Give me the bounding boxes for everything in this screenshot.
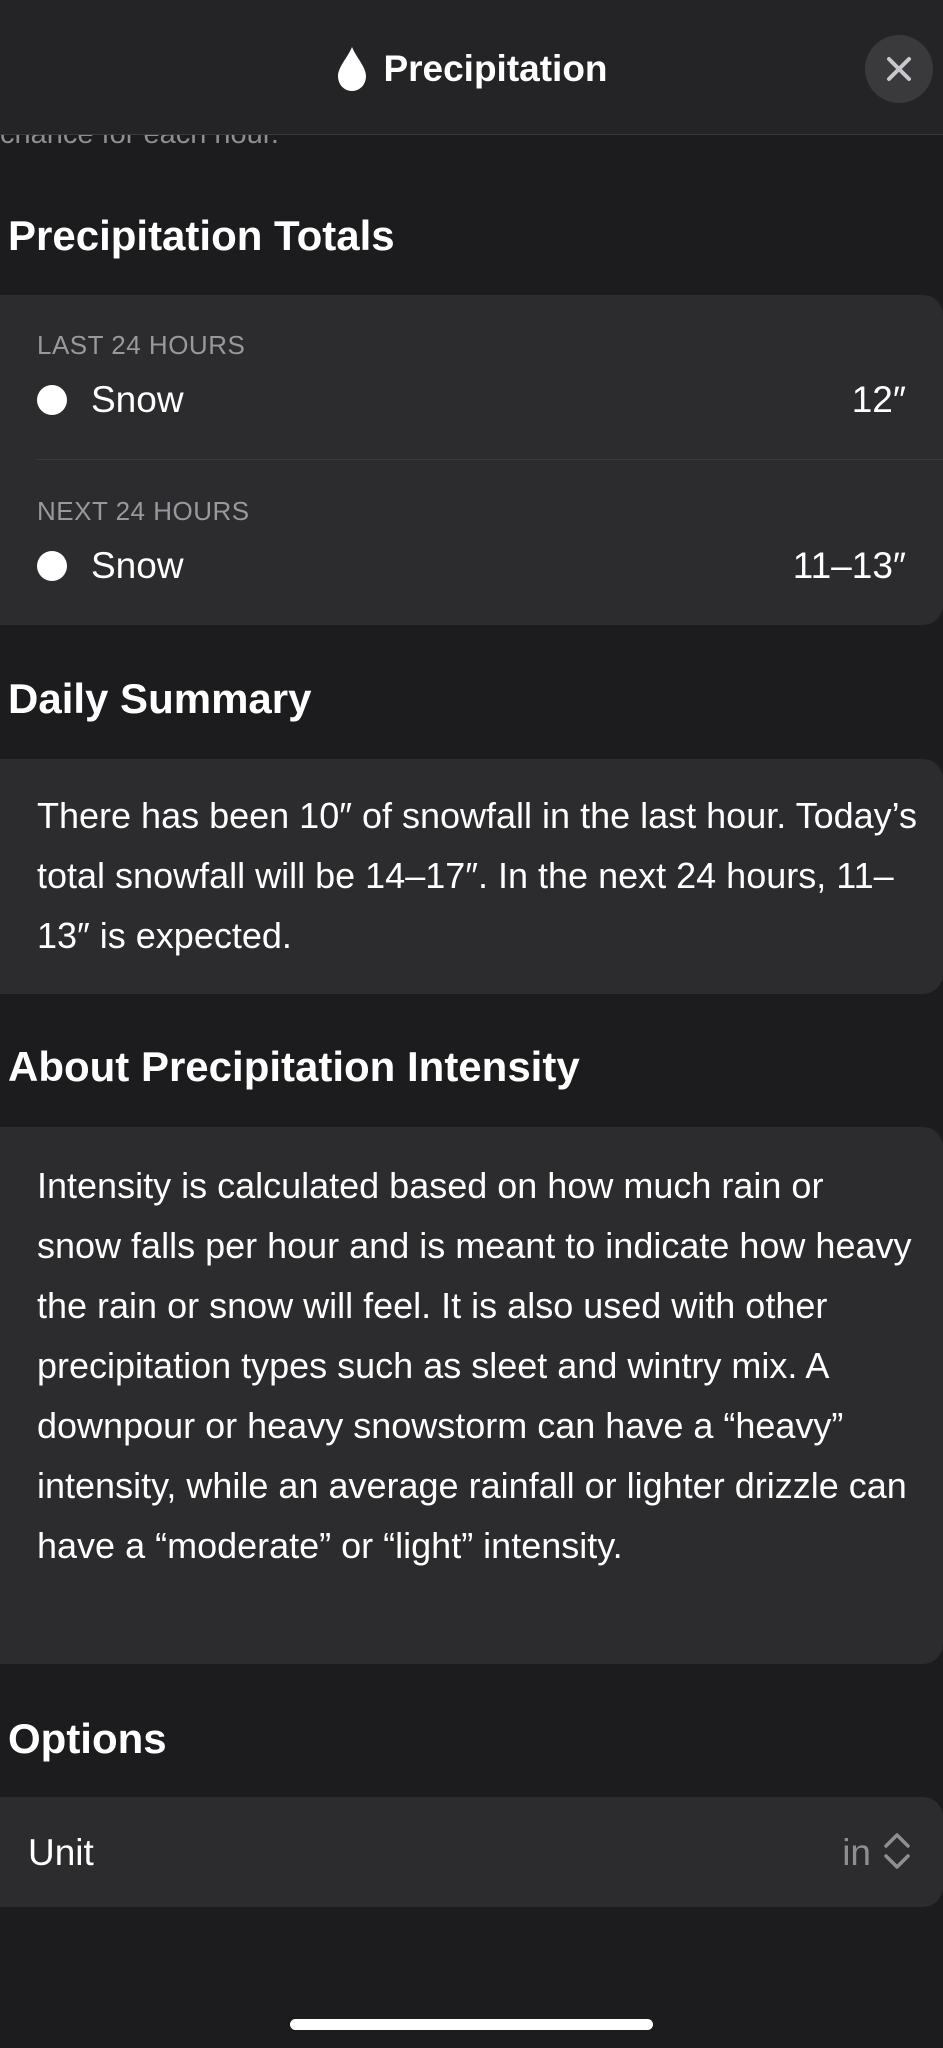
section-title-daily-summary: Daily Summary [8, 675, 312, 722]
nav-bar [0, 0, 943, 135]
snow-dot-icon [37, 385, 67, 415]
section-title-totals: Precipitation Totals [8, 212, 395, 259]
divider [37, 459, 943, 460]
precip-row [37, 375, 906, 425]
unit-label: Unit [28, 1832, 94, 1873]
period-label: LAST 24 HOURS [37, 330, 246, 360]
about-intensity-card [0, 1127, 943, 1664]
precip-row [37, 541, 906, 591]
close-button[interactable] [865, 35, 933, 103]
home-indicator[interactable] [290, 2019, 653, 2030]
about-intensity-text: Intensity is calculated based on how much rain or snow falls per hour and is meant to indicate how heavy the rain or snow will feel. It is also used with other precipitation types such as sleet and wintry mix. A downpour or heavy snowstorm can have a “heavy” intensity, while an average rainfall or lighter drizzle can have a “moderate” or “light” intensity. [37, 1165, 912, 1566]
precip-amount: 12″ [851, 379, 906, 420]
page-title: Precipitation [383, 48, 608, 89]
close-icon [884, 54, 914, 84]
daily-summary-text: There has been 10″ of snowfall in the last hour. Today’s total snowfall will be 14–17″. In the next 24 hours, 11–13″ is expected. [37, 795, 917, 956]
section-title-about-intensity: About Precipitation Intensity [8, 1043, 580, 1090]
chevron-up-down-icon[interactable] [881, 1830, 913, 1872]
nav-title-group [0, 44, 943, 94]
precip-type: Snow [91, 545, 184, 586]
drop-icon [335, 45, 369, 93]
precip-amount: 11–13″ [792, 545, 906, 586]
totals-card [0, 295, 943, 625]
daily-summary-card [0, 759, 943, 994]
period-label: NEXT 24 HOURS [37, 496, 250, 526]
precip-type: Snow [91, 379, 184, 420]
snow-dot-icon [37, 551, 67, 581]
section-title-options: Options [8, 1715, 167, 1762]
unit-value[interactable]: in [842, 1832, 871, 1873]
unit-option-row[interactable] [0, 1797, 943, 1907]
